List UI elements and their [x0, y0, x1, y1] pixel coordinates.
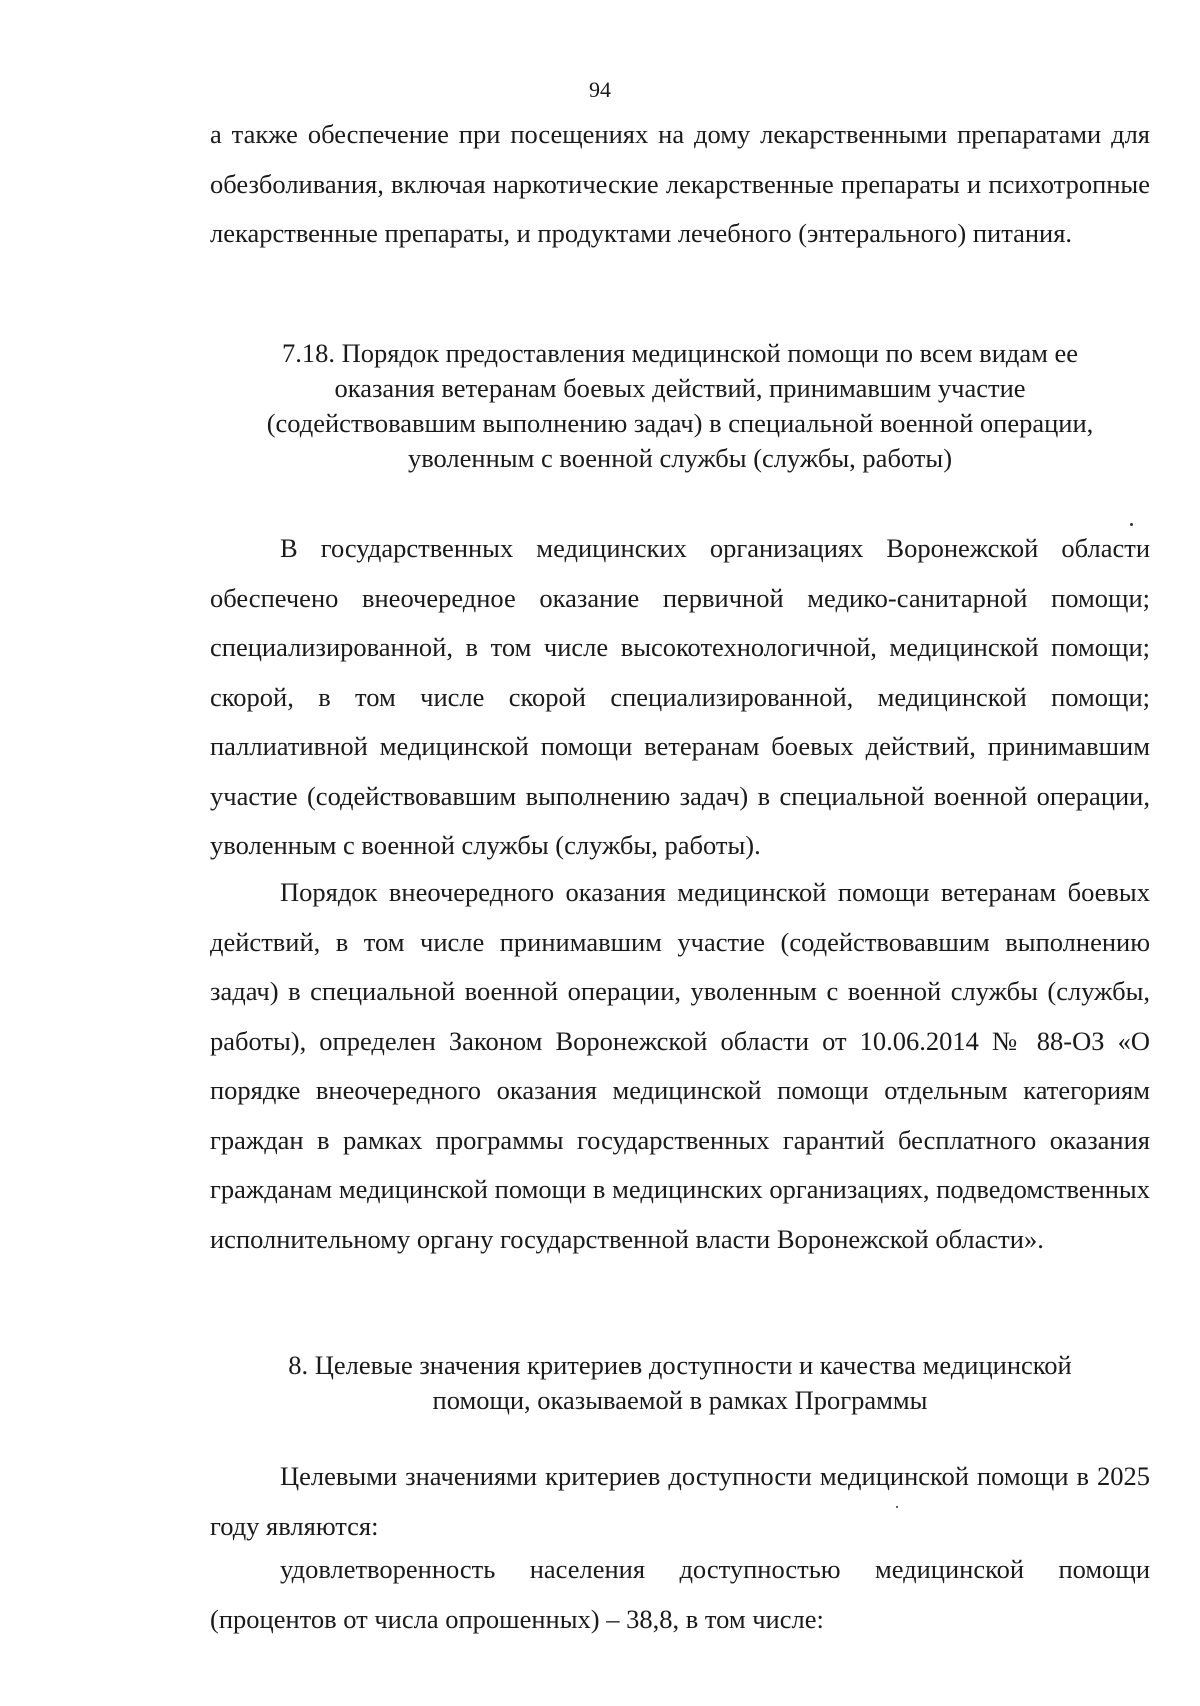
- paragraph-targets-1: Целевыми значениями критериев доступности медицинской помощи в 2025 году являются:: [210, 1461, 1150, 1541]
- paragraph-veterans-1: В государственных медицинских организациях Воронежской области обеспечено внеочередное оказание первичной медико-санитарной помощи; специализированной, в том числе высокотехнологичной, медицинской помощи; скорой, в том числе скорой специализированной, медицинской помощи; паллиативной медицинской помощи ветеранам боевых действий, принимавшим участие (содействовавшим выполнению задач) в специальной военной операции, уволенным с военной службы (службы, работы).: [210, 533, 1150, 860]
- heading-line: помощи, оказываемой в рамках Программы: [432, 1385, 928, 1415]
- heading-line: 7.18. Порядок предоставления медицинской помощи по всем видам ее: [281, 338, 1079, 368]
- heading-line: оказания ветеранам боевых действий, принимавшим участие: [334, 373, 1026, 403]
- section-heading-7-18: [210, 336, 1150, 476]
- section-heading-8: [210, 1348, 1150, 1418]
- paragraph-veterans-2: Порядок внеочередного оказания медицинской помощи ветеранам боевых действий, в том числе принимавшим участие (содействовавшим выполнению задач) в специальной военной операции, уволенным с военной службы (службы, работы), определен Законом Воронежской области от 10.06.2014 № 88-ОЗ «О порядке внеочередного оказания медицинской помощи отдельным категориям граждан в рамках программы государственных гарантий бесплатного оказания гражданам медицинской помощи в медицинских организациях, подведомственных исполнительному органу государственной власти Воронежской области».: [210, 877, 1150, 1254]
- scan-speck: [896, 1506, 898, 1508]
- paragraph-continuation: а также обеспечение при посещениях на дому лекарственными препаратами для обезболивания, включая наркотические лекарственные препараты и психотропные лекарственные препараты, и продуктами лечебного (энтерального) питания.: [210, 119, 1150, 248]
- scan-speck: [1130, 523, 1133, 526]
- heading-line: 8. Целевые значения критериев доступности и качества медицинской: [288, 1350, 1072, 1380]
- paragraph-targets-2: удовлетворенность населения доступностью медицинской помощи (процентов от числа опрошенных) – 38,8, в том числе:: [210, 1554, 1150, 1634]
- heading-line: (содействовавшим выполнению задач) в специальной военной операции,: [266, 408, 1094, 438]
- heading-line: уволенным с военной службы (службы, работы): [407, 443, 953, 473]
- page-number: 94: [589, 77, 611, 102]
